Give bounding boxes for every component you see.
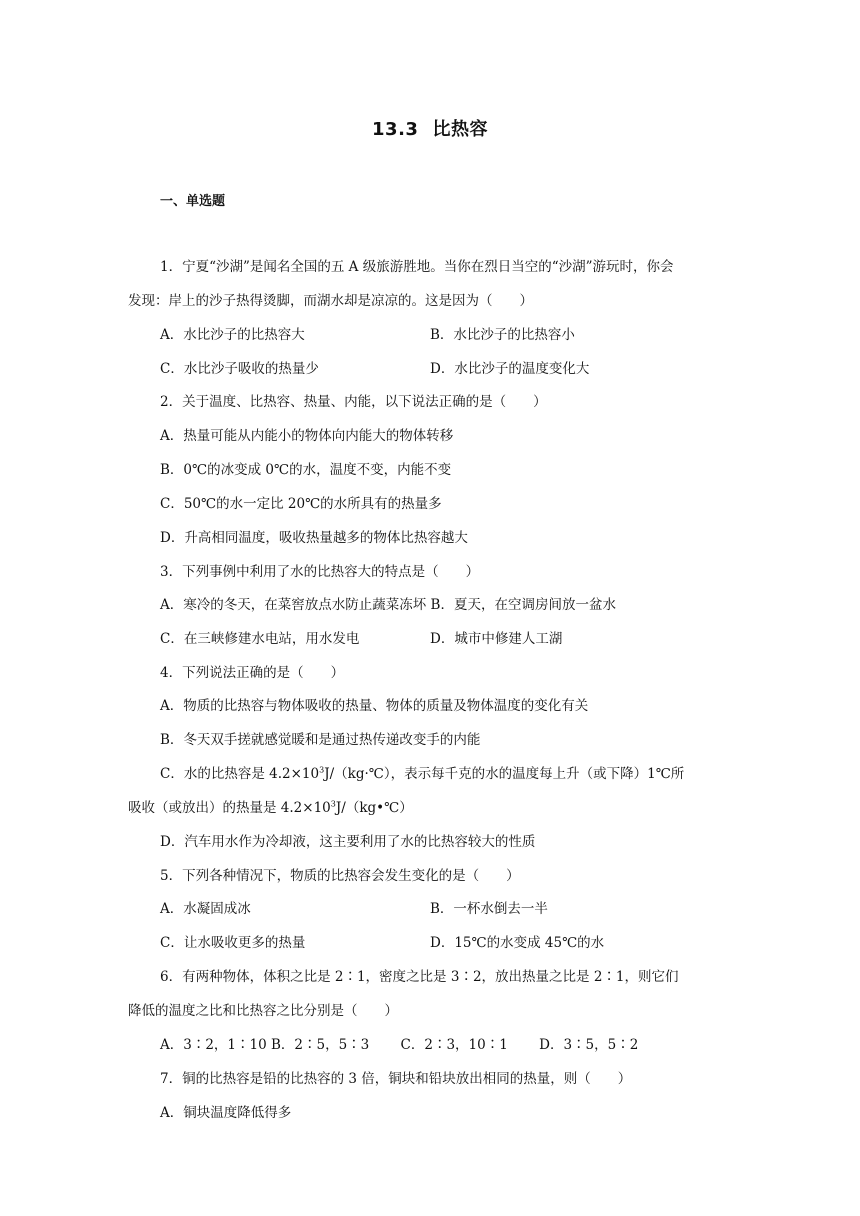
q7-option-a: A．铜块温度降低得多 xyxy=(160,1105,292,1121)
q2-option-d: D．升高相同温度，吸收热量越多的物体比热容越大 xyxy=(160,530,468,546)
q4-c2-pre: 吸收（或放出）的热量是 4.2×10 xyxy=(128,800,331,816)
q6-options: A．3∶2，1∶10 B．2∶5，5∶3 C．2∶3，10∶1 D．3∶5，5∶2 xyxy=(160,1037,639,1053)
q4-stem: 4．下列说法正确的是（ ） xyxy=(160,665,345,681)
section-heading: 一、单选题 xyxy=(160,194,226,209)
q7-stem: 7．铜的比热容是铅的比热容的 3 倍，铜块和铅块放出相同的热量，则（ ） xyxy=(160,1071,632,1087)
q4-option-c-line2 xyxy=(128,796,413,816)
q4-c2-post: J/（kg•℃） xyxy=(335,800,413,816)
q2-option-a: A．热量可能从内能小的物体向内能大的物体转移 xyxy=(160,428,454,444)
page-title xyxy=(0,115,860,141)
q4-c1-post: J/（kg·℃），表示每千克的水的温度每上升（或下降）1℃所 xyxy=(324,766,685,782)
q5-stem: 5．下列各种情况下，物质的比热容会发生变化的是（ ） xyxy=(160,868,520,884)
q1-stem-line2: 发现：岸上的沙子热得烫脚，而湖水却是凉凉的。这是因为（ ） xyxy=(128,293,533,309)
q1-option-b: B．水比沙子的比热容小 xyxy=(430,327,575,343)
q6-stem-line2: 降低的温度之比和比热容之比分别是（ ） xyxy=(128,1003,398,1019)
q1-option-c: C．水比沙子吸收的热量少 xyxy=(160,361,319,377)
q4-option-a: A．物质的比热容与物体吸收的热量、物体的质量及物体温度的变化有关 xyxy=(160,698,589,714)
q2-option-b: B．0℃的冰变成 0℃的水，温度不变，内能不变 xyxy=(160,462,452,478)
q4-option-b: B．冬天双手搓就感觉暖和是通过热传递改变手的内能 xyxy=(160,732,481,748)
q5-option-a: A．水凝固成冰 xyxy=(160,901,251,917)
q5-option-d: D．15℃的水变成 45℃的水 xyxy=(430,935,605,951)
q3-stem: 3．下列事例中利用了水的比热容大的特点是（ ） xyxy=(160,564,480,580)
q4-c1-pre: C．水的比热容是 4.2×10 xyxy=(160,766,320,782)
q3-option-ab: A．寒冷的冬天，在菜窖放点水防止蔬菜冻坏 B．夏天，在空调房间放一盆水 xyxy=(160,597,616,613)
q3-option-d: D．城市中修建人工湖 xyxy=(430,631,563,647)
q3-option-c: C．在三峡修建水电站，用水发电 xyxy=(160,631,360,647)
q5-option-c: C．让水吸收更多的热量 xyxy=(160,935,306,951)
q2-stem: 2．关于温度、比热容、热量、内能，以下说法正确的是（ ） xyxy=(160,394,547,410)
q5-option-b: B．一杯水倒去一半 xyxy=(430,901,548,917)
q4-option-c-line1 xyxy=(160,762,684,782)
q4-c2-exponent: 3 xyxy=(330,799,336,809)
q1-option-a: A．水比沙子的比热容大 xyxy=(160,327,305,343)
q2-option-c: C．50℃的水一定比 20℃的水所具有的热量多 xyxy=(160,496,442,512)
q1-stem-line1: 1．宁夏“沙湖”是闻名全国的五 A 级旅游胜地。当你在烈日当空的“沙湖”游玩时，你会 xyxy=(160,259,674,275)
q4-c1-exponent: 3 xyxy=(319,765,325,775)
q1-option-d: D．水比沙子的温度变化大 xyxy=(430,361,590,377)
q4-option-d: D．汽车用水作为冷却液，这主要利用了水的比热容较大的性质 xyxy=(160,834,536,850)
q6-stem-line1: 6．有两种物体，体积之比是 2∶1，密度之比是 3∶2，放出热量之比是 2∶1，则它们 xyxy=(160,969,679,985)
title-text: 比热容 xyxy=(432,119,488,140)
title-number: 13.3 xyxy=(372,119,419,140)
